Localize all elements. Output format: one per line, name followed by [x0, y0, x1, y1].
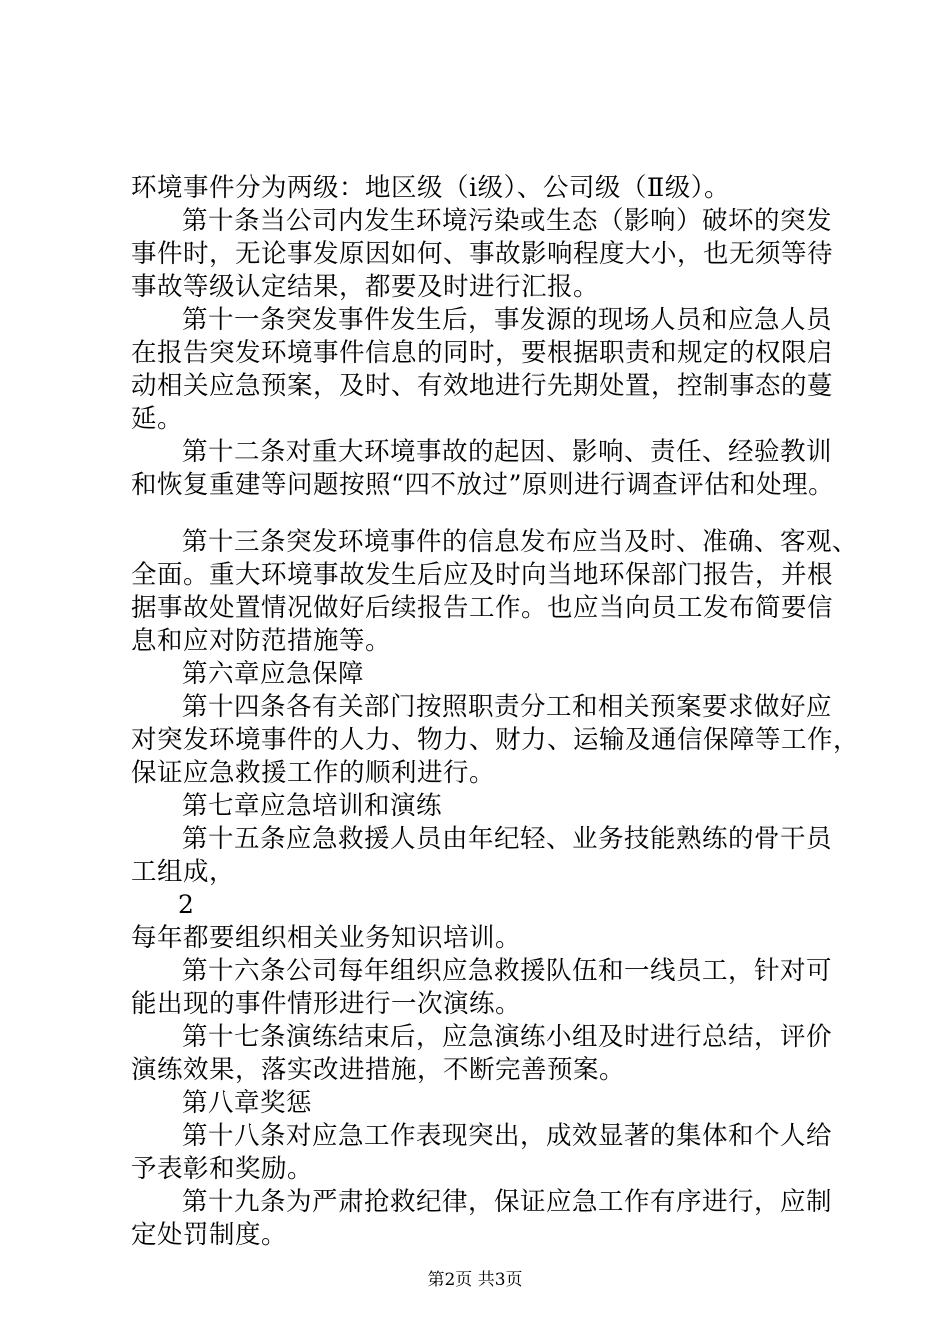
- text-line: 第十四条各有关部门按照职责分工和相关预案要求做好应: [182, 692, 833, 722]
- text-line: 予表彰和奖励。: [131, 1154, 314, 1184]
- text-line: 息和应对防范措施等。: [131, 626, 392, 656]
- chapter-heading: 第六章应急保障: [182, 659, 365, 689]
- text-line: 第十七条演练结束后，应急演练小组及时进行总结，评价: [182, 1022, 833, 1052]
- text-line: 第十三条突发环境事件的信息发布应当及时、准确、客观、: [182, 527, 859, 557]
- text-line: 第十一条突发事件发生后，事发源的现场人员和应急人员: [182, 305, 833, 335]
- text-line: 保证应急救援工作的顺利进行。: [131, 758, 496, 788]
- text-line: 演练效果，落实改进措施，不断完善预案。: [131, 1055, 626, 1085]
- text-line: 环境事件分为两级：地区级（ⅰ级）、公司级（Ⅱ级）。: [131, 173, 730, 203]
- text-line: 全面。重大环境事故发生后应及时向当地环保部门报告，并根: [131, 560, 834, 590]
- text-line: 第十条当公司内发生环境污染或生态（影响）破坏的突发: [182, 206, 833, 236]
- text-line: 延。: [131, 404, 184, 434]
- text-line: 定处罚制度。: [131, 1220, 288, 1250]
- page-footer: 第2页 共3页: [427, 1270, 523, 1290]
- text-line: 第十八条对应急工作表现突出，成效显著的集体和个人给: [182, 1121, 833, 1151]
- chapter-heading: 第七章应急培训和演练: [182, 791, 443, 821]
- text-line: 在报告突发环境事件信息的同时，要根据职责和规定的权限启: [131, 338, 834, 368]
- text-line: 第十五条应急救援人员由年纪轻、业务技能熟练的骨干员: [182, 824, 833, 854]
- text-line: 动相关应急预案，及时、有效地进行先期处置，控制事态的蔓: [131, 371, 834, 401]
- inline-page-number: 2: [178, 890, 194, 919]
- text-line: 第十六条公司每年组织应急救援队伍和一线员工，针对可: [182, 956, 833, 986]
- text-line: 事件时，无论事发原因如何、事故影响程度大小，也无须等待: [131, 239, 834, 269]
- text-line: 工组成，: [131, 857, 236, 887]
- text-line: 据事故处置情况做好后续报告工作。也应当向员工发布简要信: [131, 593, 834, 623]
- text-line: 第十九条为严肃抢救纪律，保证应急工作有序进行，应制: [182, 1187, 833, 1217]
- text-line: 能出现的事件情形进行一次演练。: [131, 989, 522, 1019]
- text-line: 和恢复重建等问题按照“四不放过”原则进行调查评估和处理。: [131, 470, 835, 500]
- text-line: 每年都要组织相关业务知识培训。: [131, 923, 522, 953]
- text-line: 对突发环境事件的人力、物力、财力、运输及通信保障等工作，: [131, 725, 860, 755]
- chapter-heading: 第八章奖惩: [182, 1088, 313, 1118]
- text-line: 事故等级认定结果，都要及时进行汇报。: [131, 272, 600, 302]
- text-line: 第十二条对重大环境事故的起因、影响、责任、经验教训: [182, 437, 833, 467]
